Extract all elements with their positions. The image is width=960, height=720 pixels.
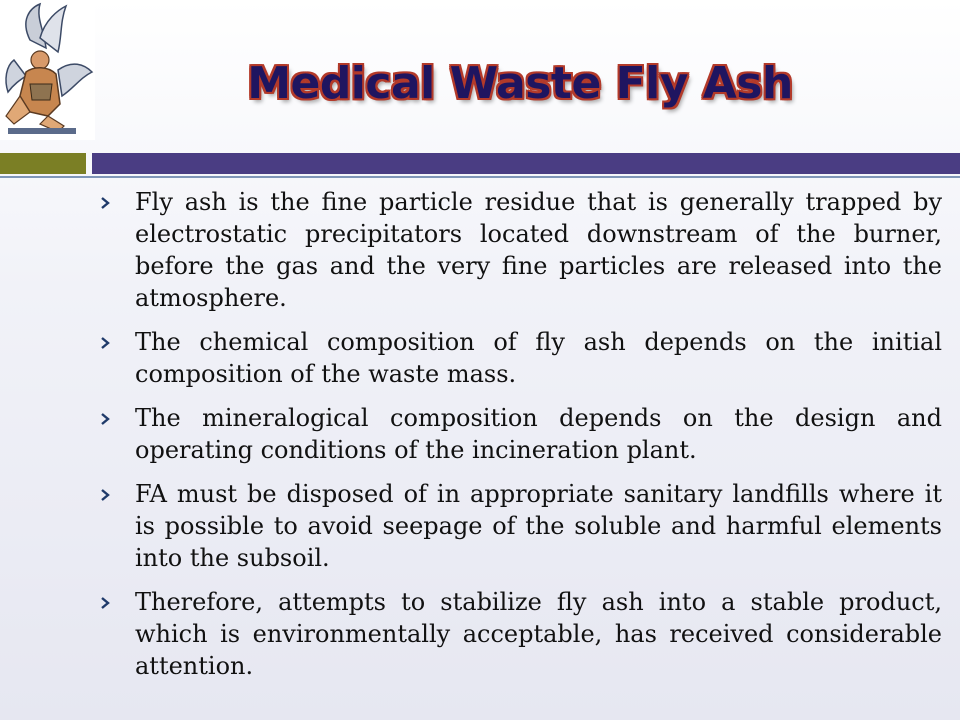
- chevron-right-icon: [100, 413, 110, 425]
- university-logo: [0, 0, 95, 140]
- bullet-item: [100, 586, 942, 682]
- bullet-text: Fly ash is the fine particle residue that is generally trapped by electrostatic precipitators located downstream of the burner, before the gas and the very fine particles are released into the atmosphere.: [135, 188, 942, 312]
- bullet-item: [100, 402, 942, 466]
- bullet-text: FA must be disposed of in appropriate sanitary landfills where it is possible to avoid seepage of the soluble and harmful elements into the subsoil.: [135, 480, 942, 572]
- bullet-text: Therefore, attempts to stabilize fly ash into a stable product, which is environmentally acceptable, has received considerable attention.: [135, 588, 942, 680]
- chevron-right-icon: [100, 337, 110, 349]
- header-divider: [0, 176, 960, 178]
- chevron-right-icon: [100, 597, 110, 609]
- bullet-list: [100, 186, 942, 694]
- bullet-item: [100, 186, 942, 314]
- header-bar-accent: [0, 153, 86, 174]
- header-bar: [92, 153, 960, 174]
- bullet-item: [100, 326, 942, 390]
- chevron-right-icon: [100, 489, 110, 501]
- bullet-text: The chemical composition of fly ash depends on the initial composition of the waste mass.: [135, 328, 942, 388]
- bullet-text: The mineralogical composition depends on the design and operating conditions of the incineration plant.: [135, 404, 942, 464]
- slide-title: Medical Waste Fly Ash: [247, 58, 793, 109]
- bullet-item: [100, 478, 942, 574]
- chevron-right-icon: [100, 197, 110, 209]
